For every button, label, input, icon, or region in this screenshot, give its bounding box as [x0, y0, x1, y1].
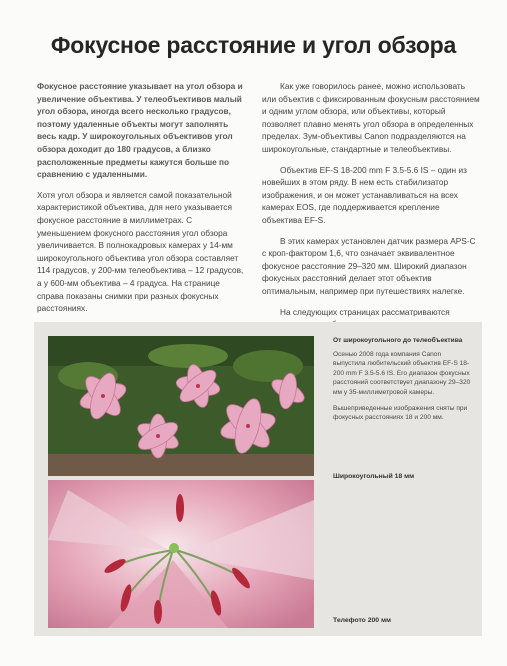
caption-title: От широкоугольного до телеобъектива [333, 337, 463, 344]
wide-angle-label: Широкоугольный 18 мм [333, 473, 415, 480]
left-column [37, 80, 247, 323]
body-paragraph: Объектив EF-S 18-200 mm F 3.5-5.6 IS – один из новейших в этом ряду. В нем есть стабилизатор изображения, и он может устанавливаться на всех камерах EOS, где поддерживается крепление объектива EF-S. [262, 164, 467, 225]
body-paragraph: Как уже говорилось ранее, можно использовать или объектив с фиксированным фокусным расстоянием и одним углом обзора, или объективы, который позволяет плавно менять угол обзора в определенных пределах. Зум-объективы Canon подразделяются на широкоугольные, стандартные и телеобъективы. [262, 81, 480, 154]
photo-caption [333, 336, 473, 429]
caption-text: Осенью 2008 года компания Canon выпустила любительский объектив EF-S 18-200 mm F 3.5-5.6 IS. Его диапазон фокусных расстояний соответствует диапазону 29–320 мм у 35-миллиметровой камеры. [333, 350, 471, 396]
right-column [262, 80, 480, 339]
telephoto-photo [48, 480, 314, 628]
page-title: Фокусное расстояние и угол обзора [50, 32, 457, 58]
telephoto-label: Телефото 200 мм [333, 617, 392, 624]
lead-paragraph: Фокусное расстояние указывает на угол обзора и увеличение объектива. У телеобъективов малый угол обзора, иногда всего несколько градусов, поэтому удаленные объекты могут заполнять весь кадр. У широкоугольных объективов угол обзора доходит до 180 градусов, а близко расположенные предметы кажутся больше по сравнению с удаленными. [37, 81, 243, 180]
body-paragraph: На следующих страницах рассматриваются [280, 306, 450, 317]
body-paragraph: Хотя угол обзора и является самой показательной характеристикой объектива, для него указывается фокусное расстояние в миллиметрах. С уменьшением фокусного расстояния угол обзора увеличивается. В полнокадровых камерах у 14-мм широкоугольного объектива угол обзора составляет 114 градусов, у 200-мм телеобъектива – 12 градусов, а у 600-мм объектива – 4 градуса. На странице справа показаны снимки при разных фокусных расстояниях. [37, 189, 244, 314]
wide-angle-photo [48, 336, 314, 476]
caption-text: Вышеприведенные изображения сняты при фокусных расстояниях 18 и 200 мм. [333, 404, 468, 422]
body-paragraph: В этих камерах установлен датчик размера APS-C с кроп-фактором 1,6, что означает эквивалентное фокусное расстояние 29–320 мм. Широкий диапазон фокусных расстояний делает этот объектив оптимальным, например при путешествиях налегке. [262, 235, 476, 296]
